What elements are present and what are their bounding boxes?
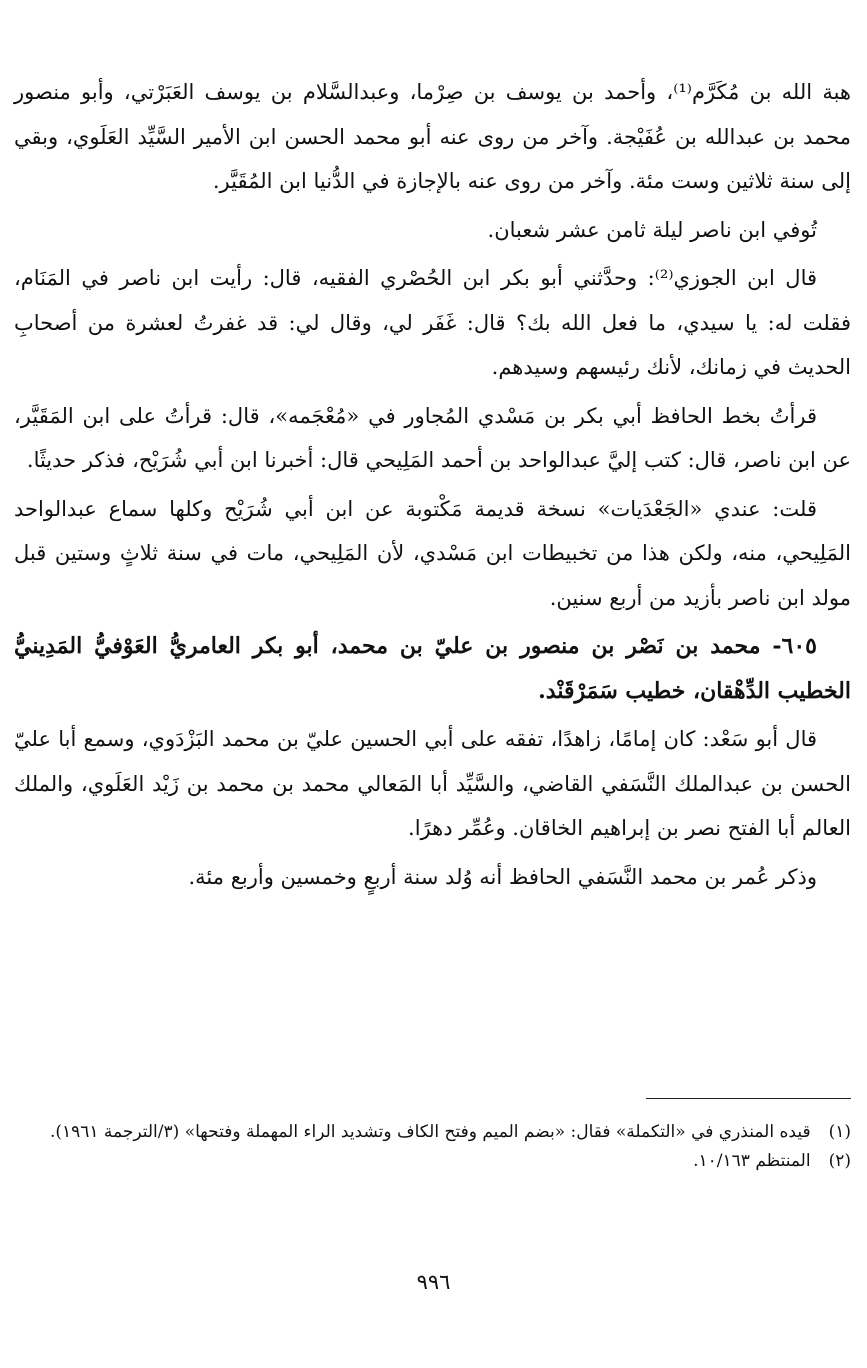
footnote-2 [14, 1147, 851, 1176]
paragraph-1: هبة الله بن مُكَرَّم⁽¹⁾، وأحمد بن يوسف بن صِرْما، وعبدالسَّلام بن يوسف العَبَرْتي، وأبو منصور محمد بن عبدالله بن عُفَيْجة. وآخر من روى عنه أبو محمد الحسن ابن الأمير السَّيِّد العَلَوي، وبقي إلى سنة ثلاثين وست مئة. وآخر من روى عنه بالإجازة في الدُّنيا ابن المُقَيَّر. [14, 80, 852, 193]
main-text [14, 70, 851, 903]
footnote-number: (١) [828, 1122, 851, 1142]
paragraph-3: قال ابن الجوزي⁽²⁾: وحدَّثني أبو بكر ابن الحُصْري الفقيه، قال: رأيت ابن ناصر في المَنَام، فقلت له: يا سيدي، ما فعل الله بك؟ قال: غَفَر لي، وقال لي: قد غفرتُ لعشرة من أصحابِ الحديث في زمانك، لأنك رئيسهم وسيدهم. [14, 266, 851, 379]
footnote-1 [14, 1118, 851, 1147]
paragraph-4: قرأتُ بخط الحافظ أبي بكر بن مَسْدي المُجاور في «مُعْجَمه»، قال: قرأتُ على ابن المَقَيَّر، عن ابن ناصر، قال: كتب إليَّ عبدالواحد بن أحمد المَلِيحي قال: أخبرنا ابن أبي شُرَيْح، فذكر حديثًا. [14, 403, 851, 472]
paragraph-6: قال أبو سَعْد: كان إمامًا، زاهدًا، تفقه على أبي الحسين عليّ بن محمد البَزْدَوي، وسمع أبا عليّ الحسن بن عبدالملك النَّسَفي القاضي، والسَّيِّد أبا المَعالي محمد بن محمد بن زَيْد العَلَوي، والملك العالم أبا الفتح نصر بن إبراهيم الخاقان. وعُمِّر دهرًا. [14, 727, 851, 840]
page-number: ٩٩٦ [416, 1270, 451, 1294]
footnote-text: المنتظم ١٠/١٦٣. [693, 1151, 811, 1171]
footnotes [14, 1118, 851, 1176]
paragraph-2: تُوفي ابن ناصر ليلة ثامن عشر شعبان. [487, 217, 817, 242]
entry-heading: ٦٠٥- محمد بن نَصْر بن منصور بن عليّ بن محمد، أبو بكر العامريُّ العَوْفيُّ المَدِينيُّ الخطيب الدِّهْقان، خطيب سَمَرْقَنْد. [14, 633, 851, 704]
paragraph-5: قلت: عندي «الجَعْدَيات» نسخة قديمة مَكْتوبة عن ابن أبي شُرَيْح وكلها سماع عبدالواحد المَلِيحي، منه، ولكن هذا من تخبيطات ابن مَسْدي، لأن المَلِيحي، مات في سنة ثلاثٍ وستين قبل مولد ابن ناصر بأزيد من أربع سنين. [14, 496, 851, 610]
paragraph-7: وذكر عُمر بن محمد النَّسَفي الحافظ أنه وُلد سنة أربعٍ وخمسين وأربع مئة. [188, 864, 817, 889]
footnote-text: قيده المنذري في «التكملة» فقال: «بضم الميم وفتح الكاف وتشديد الراء المهملة وفتحها» (٣/الترجمة ١٩٦١). [49, 1122, 811, 1142]
footnote-divider [646, 1098, 851, 1099]
footnote-number: (٢) [828, 1151, 851, 1171]
